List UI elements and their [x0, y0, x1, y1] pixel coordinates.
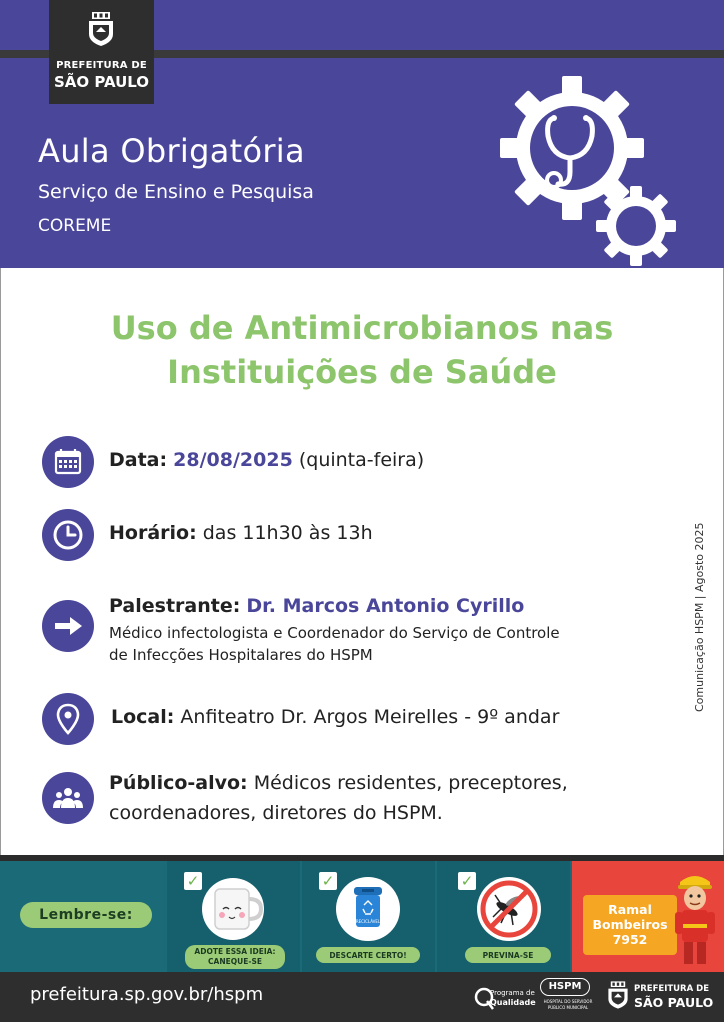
time-row: [109, 522, 373, 544]
speaker-desc-line1: Médico infectologista e Coordenador do Serviço de Controle: [109, 624, 560, 642]
fire-brigade-extension: [583, 895, 677, 955]
mug-icon: [199, 875, 271, 941]
date-label: Data: [109, 449, 160, 471]
audience-group-icon: [42, 772, 94, 824]
ramal-line3: 7952: [612, 932, 648, 947]
firefighter-icon: [672, 868, 718, 968]
clock-icon: [42, 509, 94, 561]
place-label: Local:: [111, 706, 175, 728]
website-url: prefeitura.sp.gov.br/hspm: [30, 984, 264, 1005]
speaker-desc-line2: de Infecções Hospitalares do HSPM: [109, 646, 373, 664]
tip-mug-panel: [167, 861, 300, 972]
location-pin-icon: [42, 693, 94, 745]
speaker-label: Palestrante:: [109, 595, 241, 617]
check-icon: ✓: [458, 872, 476, 890]
lecture-title: [0, 306, 724, 394]
place-value: Anfiteatro Dr. Argos Meirelles - 9º andar: [180, 706, 560, 728]
date-value: 28/08/2025: [173, 449, 293, 471]
time-value: das 11h30 às 13h: [202, 522, 373, 544]
ramal-line2: Bombeiros: [592, 917, 668, 932]
date-row: [109, 449, 424, 471]
tip-bin-panel: [302, 861, 435, 972]
date-weekday: (quinta-feira): [298, 449, 425, 471]
event-type-title: Aula Obrigatória: [38, 132, 305, 170]
footer-city-crest-icon: [606, 980, 630, 1010]
prefeitura-logo: [49, 0, 154, 104]
calendar-icon: [42, 436, 94, 488]
logo-line2: SÃO PAULO: [53, 73, 150, 91]
quality-program-logo: [474, 981, 536, 1015]
speaker-description: [109, 622, 560, 666]
time-label: Horário:: [109, 522, 197, 544]
hspm-sub1: HOSPITAL DO SERVIDOR: [543, 999, 593, 1004]
place-row: [111, 706, 559, 728]
department-subtitle: Serviço de Ensino e Pesquisa: [38, 181, 314, 203]
reminder-label: Lembre-se:: [20, 902, 152, 928]
city-crest-icon: [86, 12, 116, 46]
tip-mosquito-label: PREVINA-SE: [465, 947, 551, 963]
hspm-badge: HSPM: [540, 978, 590, 996]
quality-line1: Programa de: [490, 989, 535, 997]
footer-city-logo: [606, 978, 718, 1016]
audience-value-line2: coordenadores, diretores do HSPM.: [109, 802, 443, 824]
speaker-row: [109, 595, 524, 617]
lecture-title-line1: Uso de Antimicrobianos nas: [110, 309, 614, 347]
audience-label: Público-alvo:: [109, 772, 248, 794]
footer-city-line1: PREFEITURA DE: [634, 984, 710, 994]
check-icon: ✓: [319, 872, 337, 890]
gears-stethoscope-icon: [496, 68, 676, 268]
ramal-line1: Ramal: [608, 902, 652, 917]
hspm-logo: [540, 978, 596, 1014]
tip-mug-label: ADOTE ESSA IDEIA: CANEQUE-SE: [185, 945, 285, 969]
recycle-bin-icon: [332, 873, 404, 943]
communication-credit: Comunicação HSPM | Agosto 2025: [693, 522, 706, 712]
audience-row: [109, 768, 568, 828]
date-colon: :: [159, 449, 168, 471]
footer-city-line2: SÃO PAULO: [634, 995, 714, 1010]
tip-bin-label: DESCARTE CERTO!: [316, 947, 420, 963]
tip-mosquito-panel: [437, 861, 570, 972]
audience-value-line1: Médicos residentes, preceptores,: [253, 772, 568, 794]
speaker-name: Dr. Marcos Antonio Cyrillo: [246, 595, 525, 617]
bin-label: RECICLÁVEL: [355, 919, 381, 924]
check-icon: ✓: [184, 872, 202, 890]
committee-subtitle: COREME: [38, 216, 112, 236]
logo-line1: PREFEITURA DE: [56, 60, 147, 71]
lecture-title-line2: Instituições de Saúde: [167, 353, 557, 391]
no-mosquito-icon: [473, 873, 545, 945]
hspm-sub2: PÚBLICO MUNICIPAL: [547, 1005, 589, 1010]
arrow-right-icon: [42, 600, 94, 652]
quality-line2: Qualidade: [490, 998, 536, 1007]
